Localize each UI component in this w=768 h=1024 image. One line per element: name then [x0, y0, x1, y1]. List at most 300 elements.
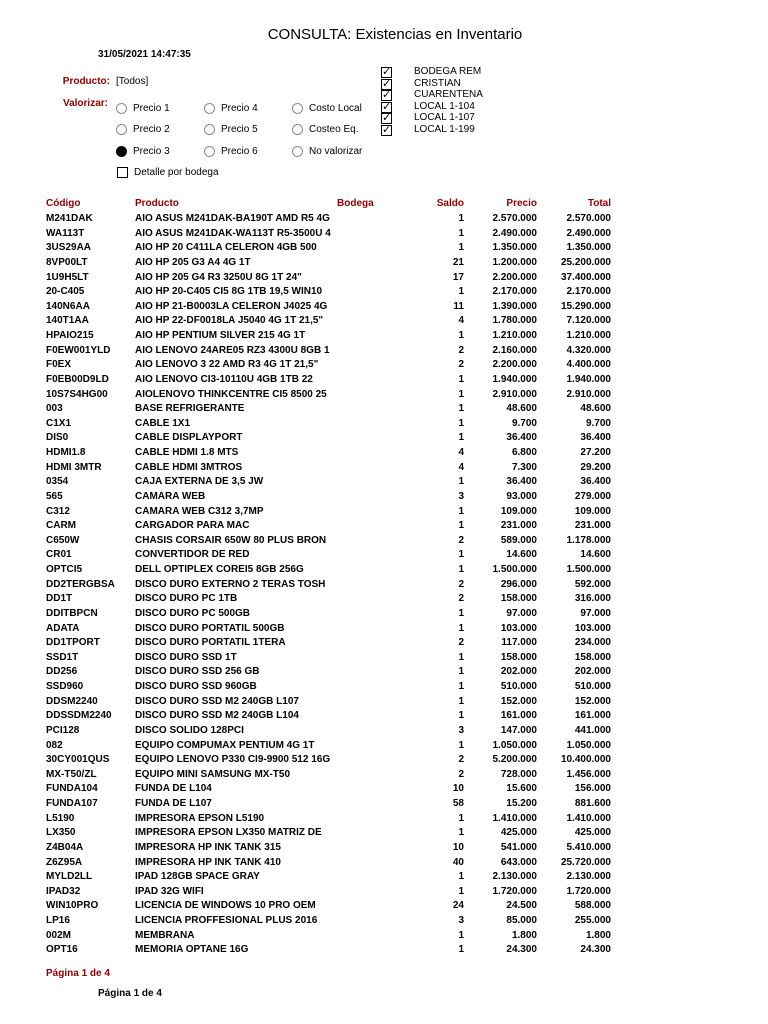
cell-total: 881.600 — [574, 798, 611, 809]
cell-producto: CABLE HDMI 1.8 MTS — [135, 447, 239, 458]
producto-label: Producto: — [62, 76, 110, 87]
cell-producto: DISCO SOLIDO 128PCI — [135, 724, 244, 736]
cell-producto: IMPRESORA HP INK TANK 410 — [135, 856, 281, 868]
cell-producto: DISCO DURO PORTATIL 1TERA — [135, 637, 286, 649]
table-row — [0, 812, 768, 827]
cell-total: 202.000 — [574, 666, 611, 678]
cell-precio: 7.300 — [511, 461, 537, 473]
cell-saldo: 1 — [458, 929, 464, 941]
cell-saldo: 1 — [458, 885, 464, 897]
table-row — [0, 358, 768, 373]
radio-costeo-eq[interactable] — [292, 123, 358, 137]
col-header-total: Total — [587, 198, 611, 209]
cell-precio: 97.000 — [506, 607, 537, 619]
cell-saldo: 1 — [458, 944, 464, 956]
inventory-table-body — [0, 212, 768, 958]
cell-codigo: DD256 — [46, 666, 78, 678]
cell-saldo: 17 — [452, 271, 464, 283]
check-icon: ✓ — [382, 77, 392, 90]
cell-total: 2.170.000 — [566, 286, 611, 298]
table-row — [0, 329, 768, 344]
cell-precio: 24.300 — [506, 944, 537, 956]
checkbox-box — [117, 167, 128, 178]
check-icon: ✓ — [382, 123, 392, 136]
cell-precio: 2.570.000 — [492, 213, 537, 224]
table-row — [0, 899, 768, 914]
cell-saldo: 1 — [458, 607, 464, 619]
cell-codigo: WIN10PRO — [46, 900, 99, 912]
cell-total: 592.000 — [574, 578, 611, 590]
cell-precio: 6.800 — [511, 447, 537, 458]
table-row — [0, 461, 768, 476]
cell-codigo: HPAIO215 — [46, 330, 94, 341]
cell-saldo: 4 — [458, 461, 464, 473]
cell-codigo: 0354 — [46, 476, 69, 488]
cell-total: 158.000 — [574, 651, 611, 663]
cell-saldo: 1 — [458, 505, 464, 517]
cell-producto: DISCO DURO SSD 960GB — [135, 681, 257, 692]
cell-codigo: 140T1AA — [46, 315, 89, 327]
cell-precio: 231.000 — [500, 520, 537, 532]
cell-producto: CARGADOR PARA MAC — [135, 520, 250, 532]
cell-saldo: 2 — [458, 768, 464, 780]
cell-codigo: F0EX — [46, 359, 72, 371]
cell-total: 5.410.000 — [566, 841, 611, 853]
cell-precio: 1.350.000 — [492, 242, 537, 254]
radio-no-valorizar[interactable] — [292, 145, 362, 159]
cell-producto: CHASIS CORSAIR 650W 80 PLUS BRON — [135, 534, 327, 546]
cell-codigo: C312 — [46, 505, 70, 517]
cell-total: 97.000 — [580, 607, 611, 619]
cell-precio: 103.000 — [500, 622, 537, 634]
cell-producto: EQUIPO COMPUMAX PENTIUM 4G 1T — [135, 739, 315, 751]
report-datetime: 31/05/2021 14:47:35 — [98, 49, 191, 60]
table-row — [0, 724, 768, 739]
bodega-label: BODEGA REM — [414, 66, 482, 77]
cell-total: 2.910.000 — [566, 388, 611, 400]
cell-total: 234.000 — [574, 637, 611, 649]
cell-precio: 2.200.000 — [492, 359, 537, 371]
cell-saldo: 21 — [452, 256, 464, 268]
cell-total: 14.600 — [580, 549, 611, 561]
cell-producto: CAMARA WEB — [135, 490, 206, 502]
cell-precio: 589.000 — [500, 534, 537, 546]
cell-saldo: 1 — [458, 403, 464, 415]
cell-codigo: 002M — [46, 929, 72, 941]
cell-precio: 296.000 — [500, 578, 537, 590]
cell-total: 48.600 — [580, 403, 611, 415]
radio-label: Costeo Eq. — [309, 124, 359, 135]
cell-total: 9.700 — [585, 417, 611, 429]
cell-saldo: 1 — [458, 812, 464, 824]
table-row — [0, 651, 768, 666]
check-icon: ✓ — [382, 89, 392, 102]
cell-codigo: DD1T — [46, 593, 73, 605]
cell-saldo: 1 — [458, 388, 464, 400]
cell-producto: DISCO DURO SSD M2 240GB L107 — [135, 695, 299, 707]
cell-precio: 147.000 — [500, 724, 537, 736]
radio-label: Precio 1 — [133, 103, 170, 114]
radio-dot — [292, 124, 303, 135]
cell-saldo: 4 — [458, 447, 464, 458]
cell-codigo: 3US29AA — [46, 242, 92, 254]
cell-codigo: F0EW001YLD — [46, 344, 111, 356]
cell-producto: IMPRESORA EPSON L5190 — [135, 812, 265, 824]
table-row — [0, 943, 768, 958]
cell-saldo: 2 — [458, 593, 464, 605]
cell-producto: AIO HP 20 C411LA CELERON 4GB 500 — [135, 242, 317, 254]
table-row — [0, 431, 768, 446]
cell-saldo: 1 — [458, 739, 464, 751]
cell-saldo: 10 — [452, 841, 464, 853]
cell-producto: DISCO DURO SSD 1T — [135, 651, 237, 663]
cell-precio: 14.600 — [506, 549, 537, 561]
cell-precio: 1.410.000 — [492, 812, 537, 824]
cell-total: 27.200 — [580, 447, 611, 458]
cell-producto: AIO LENOVO CI3-10110U 4GB 1TB 22 — [135, 373, 313, 385]
cell-precio: 728.000 — [500, 768, 537, 780]
cell-codigo: LX350 — [46, 827, 76, 839]
cell-saldo: 24 — [452, 900, 464, 912]
cell-producto: IMPRESORA EPSON LX350 MATRIZ DE — [135, 827, 322, 839]
cell-producto: AIO HP PENTIUM SILVER 215 4G 1T — [135, 330, 306, 341]
table-row — [0, 402, 768, 417]
cell-saldo: 1 — [458, 710, 464, 722]
cell-producto: MEMORIA OPTANE 16G — [135, 944, 249, 956]
cell-codigo: 140N6AA — [46, 300, 90, 312]
cell-total: 2.130.000 — [566, 871, 611, 883]
cell-total: 316.000 — [574, 593, 611, 605]
table-row — [0, 826, 768, 841]
table-row — [0, 578, 768, 593]
cell-saldo: 1 — [458, 666, 464, 678]
cell-codigo: DD2TERGBSA — [46, 578, 115, 590]
table-row — [0, 592, 768, 607]
cell-codigo: 8VP00LT — [46, 256, 88, 268]
radio-label: Precio 4 — [221, 103, 258, 114]
cell-codigo: 1U9H5LT — [46, 271, 89, 283]
cell-total: 1.720.000 — [566, 885, 611, 897]
cell-precio: 158.000 — [500, 593, 537, 605]
cell-total: 10.400.000 — [560, 754, 611, 766]
cell-producto: IMPRESORA HP INK TANK 315 — [135, 841, 281, 853]
table-row — [0, 519, 768, 534]
check-icon: ✓ — [382, 66, 392, 78]
cell-saldo: 1 — [458, 476, 464, 488]
table-row — [0, 505, 768, 520]
cell-total: 231.000 — [574, 520, 611, 532]
bodega-label: LOCAL 1-107 — [414, 112, 475, 124]
table-row — [0, 885, 768, 900]
cell-codigo: DDSM2240 — [46, 695, 98, 707]
cell-saldo: 1 — [458, 622, 464, 634]
cell-total: 24.300 — [580, 944, 611, 956]
cell-producto: CAJA EXTERNA DE 3,5 JW — [135, 476, 264, 488]
cell-codigo: DIS0 — [46, 432, 69, 444]
cell-producto: DISCO DURO PC 500GB — [135, 607, 251, 619]
cell-producto: AIO HP 22-DF0018LA J5040 4G 1T 21,5" — [135, 315, 324, 327]
radio-precio-5[interactable] — [204, 123, 258, 137]
cell-saldo: 1 — [458, 213, 464, 224]
table-row — [0, 695, 768, 710]
cell-precio: 425.000 — [500, 827, 537, 839]
cell-producto: IPAD 32G WIFI — [135, 885, 204, 897]
cell-codigo: 565 — [46, 490, 63, 502]
cell-precio: 48.600 — [506, 403, 537, 415]
cell-saldo: 1 — [458, 681, 464, 692]
radio-label: Precio 6 — [221, 146, 258, 157]
cell-total: 510.000 — [574, 681, 611, 692]
table-row — [0, 782, 768, 797]
radio-dot — [292, 103, 303, 114]
table-row — [0, 475, 768, 490]
col-header-producto: Producto — [135, 198, 179, 209]
cell-precio: 1.390.000 — [492, 300, 537, 312]
table-row — [0, 929, 768, 944]
radio-precio-4[interactable] — [204, 102, 258, 116]
cell-codigo: CARM — [46, 520, 76, 532]
cell-codigo: C1X1 — [46, 417, 72, 429]
cell-codigo: LP16 — [46, 915, 70, 926]
bodega-label: CUARENTENA — [414, 89, 483, 101]
cell-precio: 36.400 — [506, 476, 537, 488]
cell-total: 15.290.000 — [560, 300, 611, 312]
cell-producto: CONVERTIDOR DE RED — [135, 549, 250, 561]
table-row — [0, 636, 768, 651]
table-row — [0, 490, 768, 505]
cell-precio: 93.000 — [506, 490, 537, 502]
cell-total: 441.000 — [574, 724, 611, 736]
cell-producto: AIO LENOVO 24ARE05 RZ3 4300U 8GB 1 — [135, 344, 330, 356]
cell-saldo: 1 — [458, 373, 464, 385]
table-row — [0, 373, 768, 388]
table-row — [0, 548, 768, 563]
cell-saldo: 1 — [458, 417, 464, 429]
cell-codigo: F0EB00D9LD — [46, 373, 109, 385]
cell-producto: LICENCIA PROFFESIONAL PLUS 2016 — [135, 915, 318, 926]
cell-producto: EQUIPO MINI SAMSUNG MX-T50 — [135, 768, 291, 780]
cell-precio: 158.000 — [500, 651, 537, 663]
cell-precio: 15.600 — [506, 783, 537, 795]
cell-precio: 1.800 — [511, 929, 537, 941]
table-row — [0, 563, 768, 578]
cell-precio: 1.940.000 — [492, 373, 537, 385]
cell-total: 1.178.000 — [566, 534, 611, 546]
cell-producto: AIO HP 20-C405 CI5 8G 1TB 19,5 WIN10 — [135, 286, 323, 298]
cell-precio: 109.000 — [500, 505, 537, 517]
cell-producto: MEMBRANA — [135, 929, 195, 941]
cell-saldo: 1 — [458, 242, 464, 254]
table-row — [0, 314, 768, 329]
bodega-label: CRISTIAN — [414, 77, 461, 89]
table-row — [0, 241, 768, 256]
radio-precio-1[interactable] — [116, 102, 170, 116]
cell-total: 1.050.000 — [566, 739, 611, 751]
cell-total: 1.210.000 — [566, 330, 611, 341]
cell-codigo: M241DAK — [46, 213, 93, 224]
cell-producto: DISCO DURO EXTERNO 2 TERAS TOSH — [135, 578, 326, 590]
cell-codigo: 20-C405 — [46, 286, 85, 298]
cell-total: 37.400.000 — [560, 271, 611, 283]
cell-codigo: 082 — [46, 739, 63, 751]
col-header-codigo: Código — [46, 198, 81, 209]
cell-codigo: IPAD32 — [46, 885, 81, 897]
cell-total: 7.120.000 — [566, 315, 611, 327]
cell-codigo: DDSSDM2240 — [46, 710, 112, 722]
table-row — [0, 388, 768, 403]
radio-dot — [204, 124, 215, 135]
cell-producto: CAMARA WEB C312 3,7MP — [135, 505, 264, 517]
table-row — [0, 680, 768, 695]
col-header-saldo: Saldo — [436, 198, 464, 209]
cell-total: 2.490.000 — [566, 227, 611, 239]
check-icon: ✓ — [382, 100, 392, 113]
cell-precio: 1.210.000 — [492, 330, 537, 341]
cell-total: 103.000 — [574, 622, 611, 634]
page-indicator: Página 1 de 4 — [98, 988, 162, 999]
radio-dot — [116, 103, 127, 114]
cell-total: 29.200 — [580, 461, 611, 473]
cell-producto: IPAD 128GB SPACE GRAY — [135, 871, 260, 883]
table-row — [0, 300, 768, 315]
cell-producto: FUNDA DE L107 — [135, 798, 212, 809]
cell-codigo: L5190 — [46, 812, 75, 824]
cell-producto: DELL OPTIPLEX COREI5 8GB 256G — [135, 564, 304, 575]
cell-precio: 510.000 — [500, 681, 537, 692]
table-row — [0, 344, 768, 359]
radio-dot — [116, 124, 127, 135]
cell-codigo: FUNDA107 — [46, 798, 98, 809]
cell-producto: FUNDA DE L104 — [135, 783, 212, 795]
radio-costo-local[interactable] — [292, 102, 362, 116]
cell-precio: 15.200 — [506, 798, 537, 809]
cell-saldo: 2 — [458, 578, 464, 590]
radio-dot — [204, 146, 215, 157]
cell-codigo: PCI128 — [46, 724, 80, 736]
cell-total: 156.000 — [574, 783, 611, 795]
cell-precio: 2.490.000 — [492, 227, 537, 239]
radio-precio-2[interactable] — [116, 123, 170, 137]
cell-codigo: 10S7S4HG00 — [46, 388, 108, 400]
bodega-label: LOCAL 1-104 — [414, 100, 475, 112]
cell-producto: AIO HP 205 G3 A4 4G 1T — [135, 256, 251, 268]
cell-producto: BASE REFRIGERANTE — [135, 403, 245, 415]
cell-total: 161.000 — [574, 710, 611, 722]
table-row — [0, 665, 768, 680]
cell-saldo: 2 — [458, 534, 464, 546]
cell-codigo: CR01 — [46, 549, 72, 561]
page-indicator-red: Página 1 de 4 — [46, 968, 110, 979]
cell-codigo: OPTCI5 — [46, 564, 83, 575]
table-row — [0, 739, 768, 754]
cell-precio: 117.000 — [501, 637, 537, 649]
cell-producto: AIO ASUS M241DAK-WA113T R5-3500U 4 — [135, 227, 331, 239]
cell-total: 279.000 — [574, 490, 611, 502]
cell-codigo: DD1TPORT — [46, 637, 100, 649]
table-row — [0, 856, 768, 871]
cell-codigo: MX-T50/ZL — [46, 768, 97, 780]
cell-total: 2.570.000 — [566, 213, 611, 224]
valorizar-label: Valorizar: — [62, 98, 108, 109]
radio-dot-selected — [116, 146, 127, 157]
report-title: CONSULTA: Existencias en Inventario — [267, 26, 523, 43]
cell-total: 4.400.000 — [566, 359, 611, 371]
cell-total: 25.720.000 — [560, 856, 611, 868]
cell-total: 25.200.000 — [560, 256, 611, 268]
cell-total: 255.000 — [574, 915, 611, 926]
checkbox-label: Detalle por bodega — [134, 167, 219, 178]
cell-total: 1.800 — [585, 929, 611, 941]
cell-precio: 2.160.000 — [492, 344, 537, 356]
table-row — [0, 768, 768, 783]
cell-precio: 1.500.000 — [492, 564, 537, 575]
cell-precio: 36.400 — [506, 432, 537, 444]
cell-codigo: 003 — [46, 403, 63, 415]
cell-codigo: Z6Z95A — [46, 856, 83, 868]
radio-precio-3[interactable] — [116, 145, 170, 159]
cell-precio: 202.000 — [500, 666, 537, 678]
table-row — [0, 914, 768, 929]
cell-precio: 24.500 — [506, 900, 537, 912]
cell-codigo: WA113T — [46, 227, 85, 239]
cell-precio: 85.000 — [506, 915, 537, 926]
cell-codigo: SSD1T — [46, 651, 79, 663]
cell-precio: 9.700 — [511, 417, 537, 429]
bodega-label: LOCAL 1-199 — [414, 123, 475, 135]
cell-codigo: HDMI1.8 — [46, 447, 86, 458]
cell-precio: 2.910.000 — [492, 388, 537, 400]
cell-precio: 643.000 — [500, 856, 537, 868]
cell-producto: EQUIPO LENOVO P330 CI9-9900 512 16G — [135, 754, 331, 766]
cell-producto: DISCO DURO SSD 256 GB — [135, 666, 260, 678]
table-row — [0, 753, 768, 768]
table-row — [0, 256, 768, 271]
table-row — [0, 870, 768, 885]
cell-saldo: 11 — [453, 300, 464, 312]
detalle-bodega-checkbox[interactable] — [117, 166, 219, 180]
cell-producto: CABLE DISPLAYPORT — [135, 432, 243, 444]
cell-total: 425.000 — [574, 827, 611, 839]
cell-codigo: OPT16 — [46, 944, 78, 956]
radio-dot — [292, 146, 303, 157]
cell-codigo: C650W — [46, 534, 80, 546]
table-row — [0, 227, 768, 242]
cell-producto: AIO HP 21-B0003LA CELERON J4025 4G — [135, 300, 328, 312]
cell-producto: CABLE 1X1 — [135, 417, 191, 429]
cell-precio: 1.780.000 — [492, 315, 537, 327]
col-header-bodega: Bodega — [337, 198, 374, 209]
cell-saldo: 1 — [458, 227, 464, 239]
radio-label: No valorizar — [309, 146, 363, 157]
radio-dot — [204, 103, 215, 114]
table-row — [0, 285, 768, 300]
cell-producto: DISCO DURO PORTATIL 500GB — [135, 622, 285, 634]
cell-saldo: 1 — [458, 651, 464, 663]
radio-precio-6[interactable] — [204, 145, 258, 159]
cell-total: 4.320.000 — [566, 344, 611, 356]
cell-saldo: 1 — [458, 432, 464, 444]
table-row — [0, 446, 768, 461]
cell-producto: AIOLENOVO THINKCENTRE CI5 8500 25 — [135, 388, 327, 400]
cell-producto: LICENCIA DE WINDOWS 10 PRO OEM — [135, 900, 316, 912]
cell-total: 1.350.000 — [566, 242, 611, 254]
cell-saldo: 3 — [458, 915, 464, 926]
cell-saldo: 4 — [458, 315, 464, 327]
cell-total: 109.000 — [574, 505, 611, 517]
cell-saldo: 2 — [458, 754, 464, 766]
cell-saldo: 10 — [452, 783, 464, 795]
cell-saldo: 2 — [458, 359, 464, 371]
